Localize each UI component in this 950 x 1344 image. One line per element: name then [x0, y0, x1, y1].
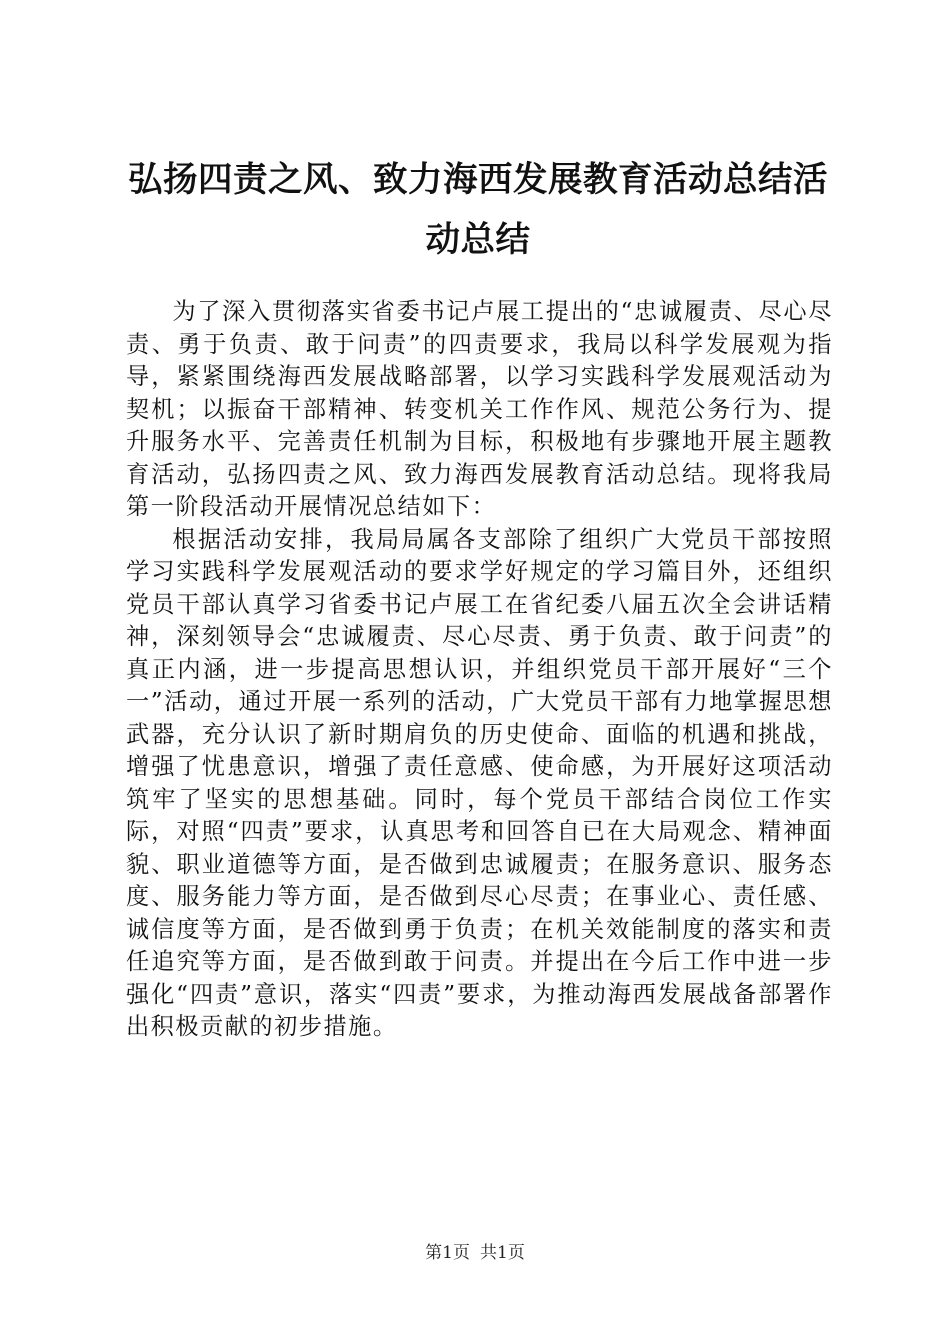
- document-body: [126, 296, 833, 1044]
- page-total: 共1页: [480, 1243, 525, 1263]
- page-footer: [0, 1242, 950, 1264]
- page-number: 第1页: [425, 1243, 470, 1263]
- paragraph-2: 根据活动安排，我局局属各支部除了组织广大党员干部按照学习实践科学发展观活动的要求学好规定的学习篇目外，还组织党员干部认真学习省委书记卢展工在省纪委八届五次全会讲话精神，深刻领导会“忠诚履责、尽心尽责、勇于负责、敢于问责”的真正内涵，进一步提高思想认识，并组织党员干部开展好“三个一”活动，通过开展一系列的活动，广大党员干部有力地掌握思想武器，充分认识了新时期肩负的历史使命、面临的机遇和挑战，增强了忧患意识，增强了责任意感、使命感，为开展好这项活动筑牢了坚实的思想基础。同时，每个党员干部结合岗位工作实际，对照“四责”要求，认真思考和回答自已在大局观念、精神面貌、职业道德等方面，是否做到忠诚履责；在服务意识、服务态度、服务能力等方面，是否做到尽心尽责；在事业心、责任感、诚信度等方面，是否做到勇于负责；在机关效能制度的落实和责任追究等方面，是否做到敢于问责。并提出在今后工作中进一步强化“四责”意识，落实“四责”要求，为推动海西发展战备部署作出积极贡献的初步措施。: [126, 525, 833, 1040]
- paragraph-1: 为了深入贯彻落实省委书记卢展工提出的“忠诚履责、尽心尽责、勇于负责、敢于问责”的四责要求，我局以科学发展观为指导，紧紧围绕海西发展战略部署，以学习实践科学发展观活动为契机；以振奋干部精神、转变机关工作作风、规范公务行为、提升服务水平、完善责任机制为目标，积极地有步骤地开展主题教育活动，弘扬四责之风、致力海西发展教育活动总结。现将我局第一阶段活动开展情况总结如下：: [126, 298, 833, 520]
- document-title: 弘扬四责之风、致力海西发展教育活动总结活动总结: [128, 160, 828, 260]
